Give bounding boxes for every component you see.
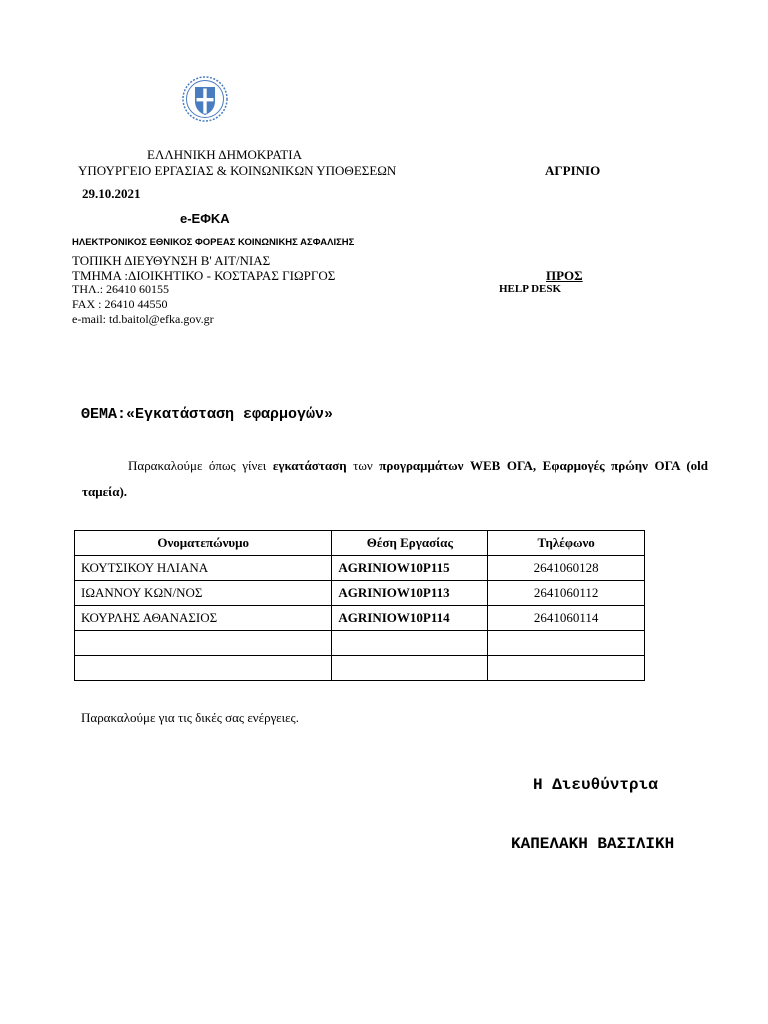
employee-name-cell	[75, 656, 332, 681]
phone-line: ΤΗΛ.: 26410 60155	[72, 282, 170, 296]
employee-name-cell: ΚΟΥΤΣΙΚΟΥ ΗΛΙΑΝΑ	[75, 556, 332, 581]
column-header-name: Ονοματεπώνυμο	[75, 531, 332, 556]
employee-name-cell: ΙΩΑΝΝΟΥ ΚΩΝ/ΝΟΣ	[75, 581, 332, 606]
greek-coat-of-arms-emblem	[180, 74, 230, 124]
signatory-name: ΚΑΠΕΛΑΚΗ ΒΑΣΙΛΙΚΗ	[511, 835, 675, 853]
request-paragraph	[82, 453, 708, 505]
column-header-workstation: Θέση Εργασίας	[332, 531, 488, 556]
signature-title: Η Διευθύντρια	[533, 776, 658, 794]
request-text-3: των	[346, 458, 380, 473]
recipient-value: HELP DESK	[499, 283, 562, 295]
request-text-1: Παρακαλούμε όπως γίνει	[128, 458, 273, 473]
fax-line: FAX : 26410 44550	[72, 297, 168, 311]
request-text-2: εγκατάσταση	[272, 458, 347, 473]
table-row	[75, 556, 645, 581]
agency-short-name: e-ΕΦΚΑ	[180, 211, 230, 226]
closing-sentence: Παρακαλούμε για τις δικές σας ενέργειες.	[81, 710, 299, 725]
city-name: ΑΓΡΙΝΙΟ	[545, 163, 601, 178]
department-line: ΤΜΗΜΑ :ΔΙΟΙΚΗΤΙΚΟ - ΚΟΣΤΑΡΑΣ ΓΙΩΡΓΟΣ	[72, 268, 336, 283]
subject-label: ΘΕΜΑ:	[81, 406, 127, 423]
recipient-label: ΠΡΟΣ	[546, 268, 583, 283]
table-header-row	[75, 531, 645, 556]
employee-name-cell: ΚΟΥΡΛΗΣ ΑΘΑΝΑΣΙΟΣ	[75, 606, 332, 631]
workstation-cell: AGRINIOW10P113	[332, 581, 488, 606]
employee-name-cell	[75, 631, 332, 656]
column-header-phone: Τηλέφωνο	[488, 531, 645, 556]
document-date: 29.10.2021	[82, 186, 141, 201]
phone-cell	[488, 656, 645, 681]
workstation-cell: AGRINIOW10P114	[332, 606, 488, 631]
subject-line	[81, 406, 333, 423]
phone-cell: 2641060128	[488, 556, 645, 581]
subject-text: «Εγκατάσταση εφαρμογών»	[126, 406, 334, 423]
request-text-4: προγραμμάτων WEB ΟΓΑ, Εφαρμογές πρώην ΟΓΑ (old ταμεία).	[82, 458, 708, 499]
table-row-empty	[75, 631, 645, 656]
workstations-table	[74, 530, 645, 681]
phone-cell: 2641060112	[488, 581, 645, 606]
directorate-name: ΤΟΠΙΚΗ ΔΙΕΥΘΥΝΣΗ Β' ΑΙΤ/ΝΙΑΣ	[72, 253, 271, 268]
ministry-name: ΥΠΟΥΡΓΕΙΟ ΕΡΓΑΣΙΑΣ & ΚΟΙΝΩΝΙΚΩΝ ΥΠΟΘΕΣΕΩΝ	[78, 163, 397, 178]
email-line: e-mail: td.baitol@efka.gov.gr	[72, 312, 214, 326]
phone-cell: 2641060114	[488, 606, 645, 631]
agency-full-name: ΗΛΕΚΤΡΟΝΙΚΟΣ ΕΘΝΙΚΟΣ ΦΟΡΕΑΣ ΚΟΙΝΩΝΙΚΗΣ ΑΣΦΑΛΙΣΗΣ	[72, 237, 355, 248]
table-row	[75, 606, 645, 631]
country-name: ΕΛΛΗΝΙΚΗ ΔΗΜΟΚΡΑΤΙΑ	[147, 147, 302, 162]
workstation-cell	[332, 631, 488, 656]
workstation-cell: AGRINIOW10P115	[332, 556, 488, 581]
workstation-cell	[332, 656, 488, 681]
table-row-empty	[75, 656, 645, 681]
table-row	[75, 581, 645, 606]
phone-cell	[488, 631, 645, 656]
